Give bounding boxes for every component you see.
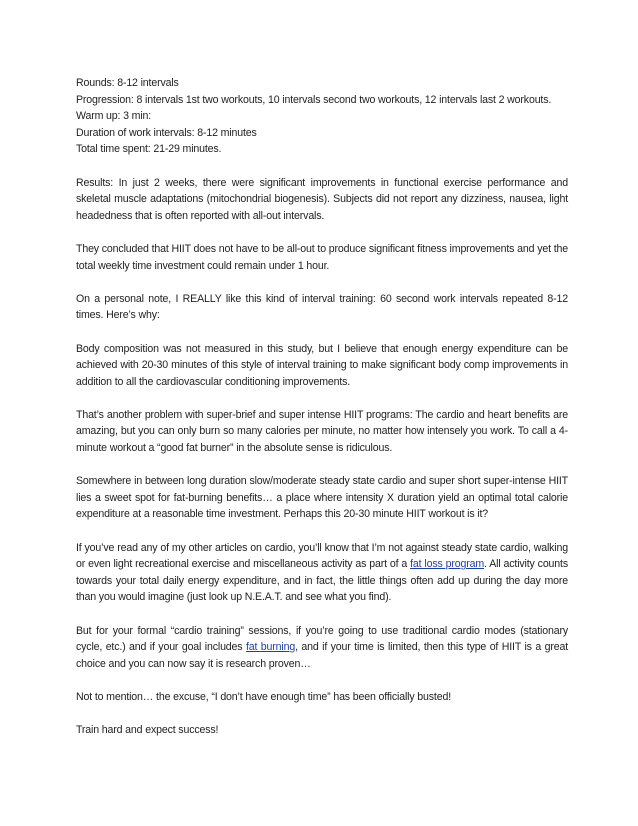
fat-burning-link[interactable]: fat burning [245,641,296,654]
sweet-spot-paragraph: Somewhere in between long duration slow/moderate steady state cardio and super short super-intense HIIT lies a sweet spot for fat-burning benefits… a place where intensity X duration yield an optimal total calorie expenditure at a reasonable time investment. Perhaps this 20-30 minute HIIT workout is it? [76,475,568,521]
duration-line: Duration of work intervals: 8-12 minutes [76,126,257,139]
total-time-line: Total time spent: 21-29 minutes. [76,143,222,156]
body-composition-paragraph: Body composition was not measured in this study, but I believe that enough energy expenditure can be achieved with 20-30 minutes of this style of interval training to make significant body comp improvements in addition to all the cardiovascular conditioning improvements. [76,342,568,388]
formal-cardio-paragraph [76,623,568,673]
rounds-line: Rounds: 8-12 intervals [76,77,179,89]
conclusion-paragraph: They concluded that HIIT does not have to be all-out to produce significant fitness improvements and yet the total weekly time investment could remain under 1 hour. [76,242,568,272]
progression-line: Progression: 8 intervals 1st two workouts, 10 intervals second two workouts, 12 intervals last 2 workouts. [76,93,552,106]
formal-cardio-text-end: , and if your time is limited, then this type of HIIT is a great choice and you can now say it is research proven… [76,641,568,670]
results-paragraph: Results: In just 2 weeks, there were significant improvements in functional exercise performance and skeletal muscle adaptations (mitochondrial biogenesis). Subjects did not report any dizziness, nausea, light headedness that is often reported with all-out intervals. [76,176,568,222]
excuse-paragraph: Not to mention… the excuse, “I don’t have enough time” has been officially busted! [76,690,451,703]
warmup-line: Warm up: 3 min: [76,110,152,123]
formal-cardio-text-start: But for your formal “cardio training” sessions, if you’re going to use traditional cardio modes (stationary cycle, etc.) and if your goal includes [76,624,568,654]
other-articles-text-end: . All activity counts towards your total daily energy expenditure, and in fact, the little things often add up during the day more than you would imagine (just look up N.E.A.T. and see what you find). [76,558,568,604]
fat-loss-program-link[interactable]: fat loss program [410,558,485,571]
protocol-block [76,75,568,158]
document-page [76,75,568,755]
other-articles-text-start: If you’ve read any of my other articles on cardio, you’ll know that I’m not against steady state cardio, walking or even light recreational exercise and miscellaneous activity as part of a [76,541,568,571]
closing-line: Train hard and expect success! [76,724,219,737]
hiit-problem-paragraph: That’s another problem with super-brief and super intense HIIT programs: The cardio and heart benefits are amazing, but you can only burn so many calories per minute, no matter how intensely you work. To call a 4-minute workout a “good fat burner” in the absolute sense is ridiculous. [76,408,568,455]
personal-note-paragraph: On a personal note, I REALLY like this kind of interval training: 60 second work intervals repeated 8-12 times. Here’s why: [76,292,568,322]
other-articles-paragraph [76,540,568,606]
